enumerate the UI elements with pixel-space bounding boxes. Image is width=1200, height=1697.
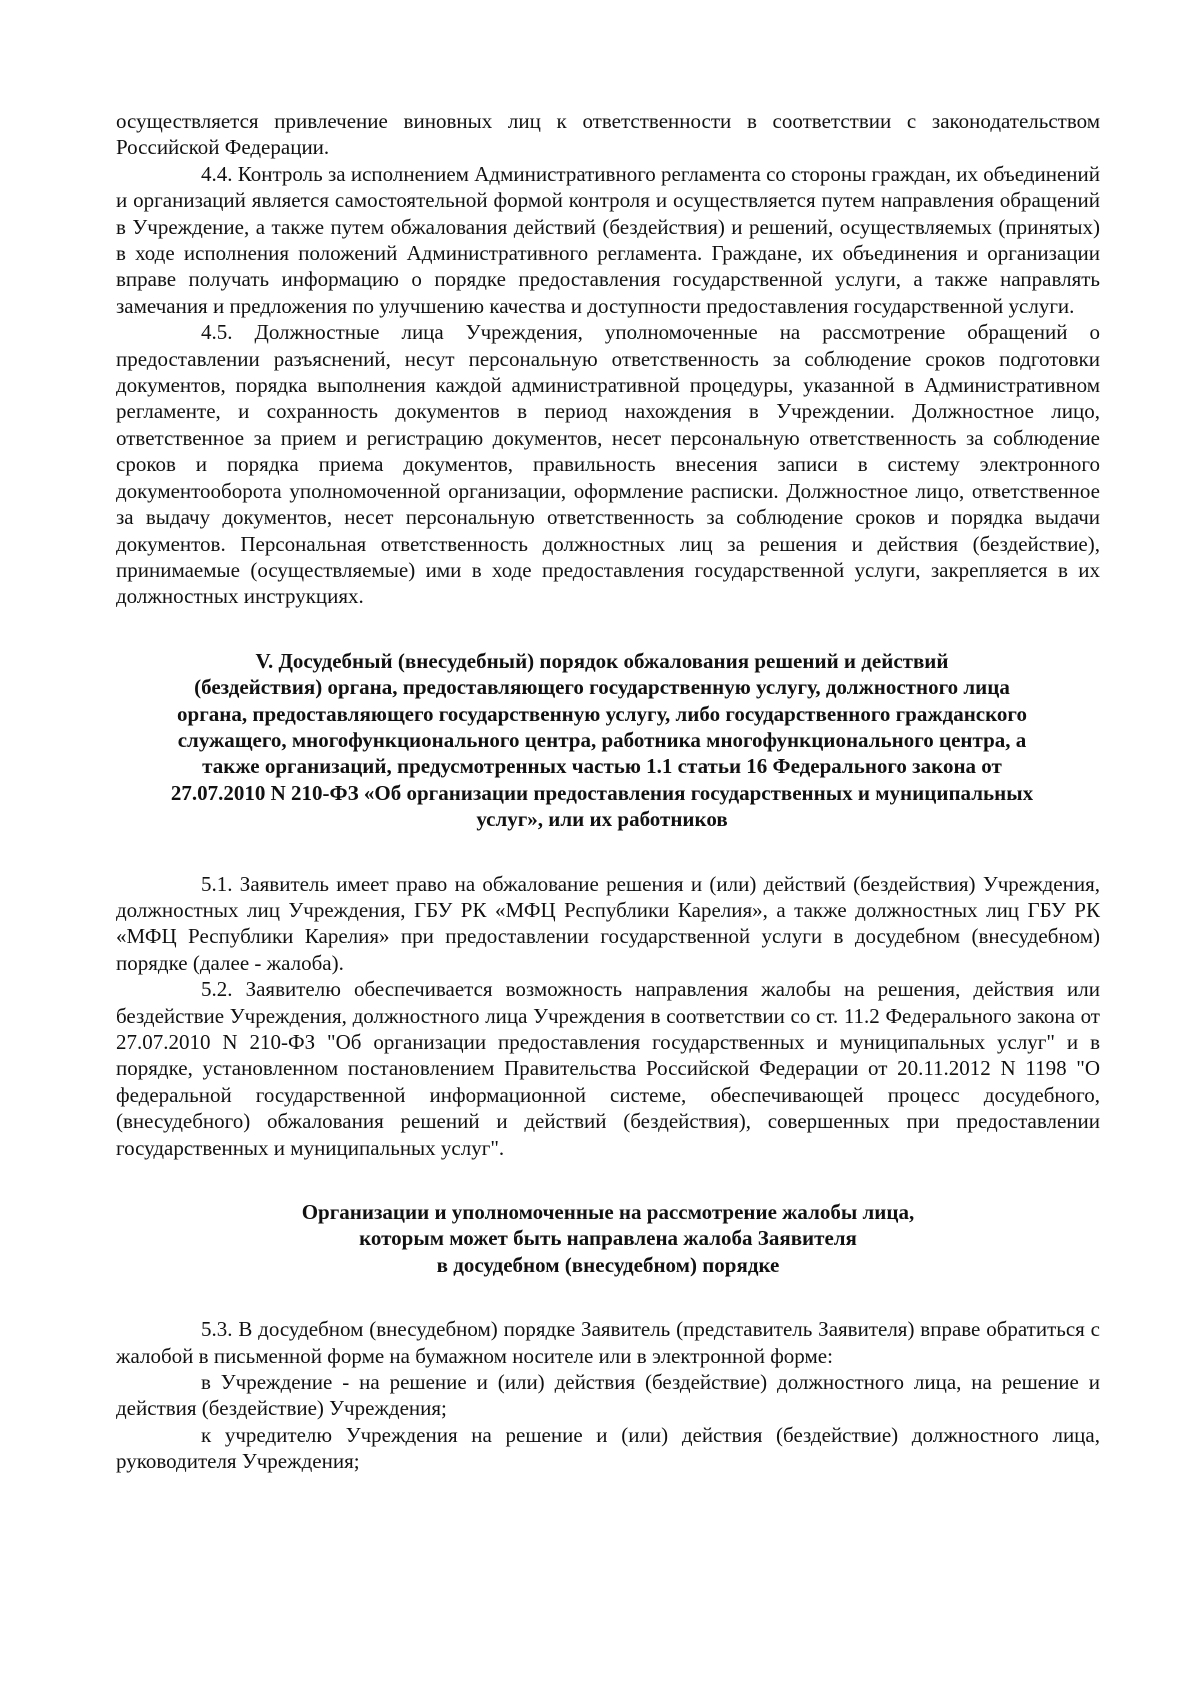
paragraph-5-3-item-b: к учредителю Учреждения на решение и (или) действия (бездействие) должностного лица, руководителя Учреждения; <box>116 1422 1100 1474</box>
heading-line: которым может быть направлена жалоба Заявителя <box>359 1226 857 1251</box>
heading-line: органа, предоставляющего государственную услугу, либо государственного гражданского <box>177 701 1027 726</box>
heading-line: V. Досудебный (внесудебный) порядок обжалования решений и действий <box>255 648 949 673</box>
paragraph-4-4: 4.4. Контроль за исполнением Административного регламента со стороны граждан, их объединений и организаций является самостоятельной формой контроля и осуществляется путем направления обращений в Учреждение, а также путем обжалования действий (бездействия) и решений, осуществляемых (принятых) в ходе исполнения положений Административного регламента. Граждане, их объединения и организации вправе получать информацию о порядке предоставления государственной услуги, а также направлять замечания и предложения по улучшению качества и доступности предоставления государственной услуги. <box>116 161 1100 318</box>
heading-line: (бездействия) органа, предоставляющего государственную услугу, должностного лица <box>194 675 1010 700</box>
section-5-heading <box>116 648 1100 833</box>
heading-line: также организаций, предусмотренных частью 1.1 статьи 16 Федерального закона от <box>202 754 1002 779</box>
heading-line: в досудебном (внесудебном) порядке <box>436 1252 780 1277</box>
subsection-heading <box>116 1199 1100 1278</box>
heading-line: услуг», или их работников <box>476 807 728 832</box>
paragraph-5-2: 5.2. Заявителю обеспечивается возможность направления жалобы на решения, действия или бездействие Учреждения, должностного лица Учреждения в соответствии со ст. 11.2 Федерального закона от 27.07.2010 N 210-ФЗ "Об организации предоставления государственных и муниципальных услуг" и в порядке, установленном постановлением Правительства Российской Федерации от 20.11.2012 N 1198 "О федеральной государственной информационной системе, обеспечивающей процесс досудебного, (внесудебного) обжалования решений и действий (бездействия), совершенных при предоставлении государственных и муниципальных услуг". <box>116 977 1100 1160</box>
paragraph-5-3-item-a: в Учреждение - на решение и (или) действия (бездействие) должностного лица, на решение и действия (бездействие) Учреждения; <box>116 1370 1100 1421</box>
paragraph-5-3: 5.3. В досудебном (внесудебном) порядке Заявитель (представитель Заявителя) вправе обратиться с жалобой в письменной форме на бумажном носителе или в электронной форме: <box>116 1317 1100 1368</box>
document-page <box>116 108 1100 1475</box>
paragraph-5-1: 5.1. Заявитель имеет право на обжалование решения и (или) действий (бездействия) Учреждения, должностных лиц Учреждения, ГБУ РК «МФЦ Республики Карелия», а также должностных лиц ГБУ РК «МФЦ Республики Карелия» при предоставлении государственной услуги в досудебном (внесудебном) порядке (далее - жалоба). <box>116 871 1100 975</box>
paragraph-continuation: осуществляется привлечение виновных лиц к ответственности в соответствии с законодательством Российской Федерации. <box>116 109 1100 160</box>
heading-line: Организации и уполномоченные на рассмотрение жалобы лица, <box>301 1200 915 1225</box>
heading-line: служащего, многофункционального центра, работника многофункционального центра, а <box>177 727 1027 752</box>
paragraph-4-5: 4.5. Должностные лица Учреждения, уполномоченные на рассмотрение обращений о предоставлении разъяснений, несут персональную ответственность за соблюдение сроков подготовки документов, порядка выполнения каждой административной процедуры, указанной в Административном регламенте, и сохранность документов в период нахождения в Учреждении. Должностное лицо, ответственное за прием и регистрацию документов, несет персональную ответственность за соблюдение сроков и порядка приема документов, правильность внесения записи в систему электронного документооборота уполномоченной организации, оформление расписки. Должностное лицо, ответственное за выдачу документов, несет персональную ответственность за соблюдение сроков и порядка выдачи документов. Персональная ответственность должностных лиц за решения и действия (бездействие), принимаемые (осуществляемые) ими в ходе предоставления государственной услуги, закрепляется в их должностных инструкциях. <box>116 320 1100 609</box>
heading-line: 27.07.2010 N 210-ФЗ «Об организации предоставления государственных и муниципальных <box>170 780 1034 805</box>
